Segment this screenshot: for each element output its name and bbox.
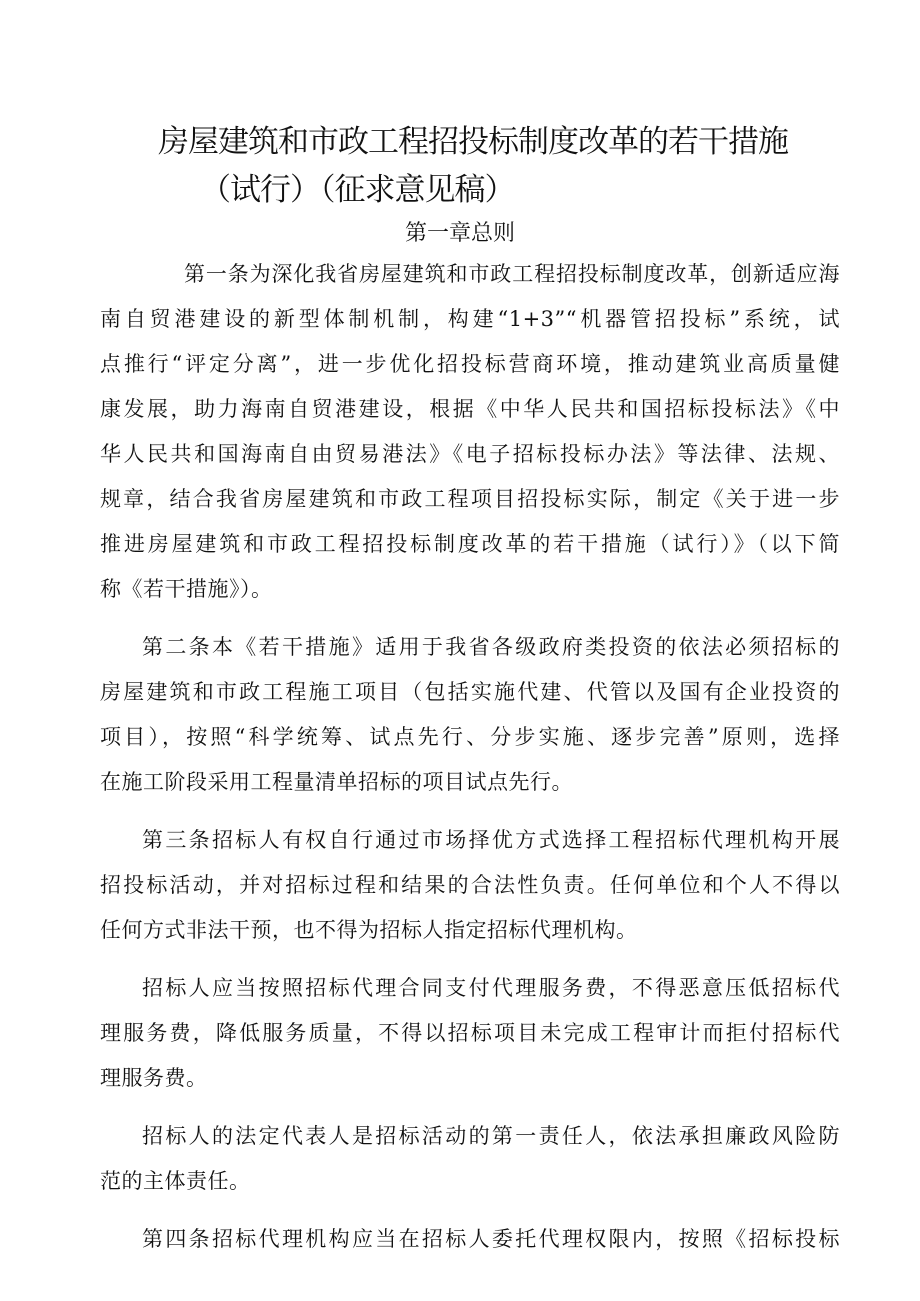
paragraph-line: 招标人应当按照招标代理合同支付代理服务费，不得恶意压低招标代 bbox=[142, 976, 840, 1000]
paragraph-line: 规章，结合我省房屋建筑和市政工程项目招投标实际，制定《关于进一步 bbox=[100, 487, 840, 511]
article-4-paragraph bbox=[100, 1217, 840, 1262]
paragraph-line: 华人民共和国海南自由贸易港法》《电子招标投标办法》等法律、法规、 bbox=[100, 442, 840, 466]
paragraph-line: 南自贸港建设的新型体制机制，构建“1+3”“机器管招投标”系统，试 bbox=[100, 307, 840, 331]
paragraph-line: 房屋建筑和市政工程施工项目（包括实施代建、代管以及国有企业投资的 bbox=[100, 680, 840, 704]
agency-fee-paragraph bbox=[100, 966, 840, 1101]
paragraph-line: 理服务费。 bbox=[100, 1066, 208, 1090]
paragraph-line: 推进房屋建筑和市政工程招投标制度改革的若干措施（试行）》（以下简 bbox=[100, 532, 840, 556]
paragraph-line: 第三条招标人有权自行通过市场择优方式选择工程招标代理机构开展 bbox=[142, 828, 840, 852]
document-body bbox=[100, 252, 840, 1275]
chapter-heading: 第一章总则 bbox=[404, 221, 515, 246]
paragraph-line: 在施工阶段采用工程量清单招标的项目试点先行。 bbox=[100, 770, 573, 794]
paragraph-line: 第二条本《若干措施》适用于我省各级政府类投资的依法必须招标的 bbox=[142, 635, 840, 659]
article-2-paragraph bbox=[100, 625, 840, 805]
article-1-paragraph bbox=[100, 252, 840, 612]
paragraph-line: 招投标活动，并对招标过程和结果的合法性负责。任何单位和个人不得以 bbox=[100, 873, 840, 897]
paragraph-line: 康发展，助力海南自贸港建设，根据《中华人民共和国招标投标法》《中 bbox=[100, 397, 840, 421]
paragraph-line: 理服务费，降低服务质量，不得以招标项目未完成工程审计而拒付招标代 bbox=[100, 1021, 840, 1045]
legal-representative-paragraph bbox=[100, 1114, 840, 1204]
paragraph-line: 项目），按照“科学统筹、试点先行、分步实施、逐步完善”原则，选择 bbox=[100, 725, 840, 749]
article-3-paragraph bbox=[100, 818, 840, 953]
document-title-line-2: （试行）（征求意见稿） bbox=[200, 172, 515, 208]
paragraph-line: 范的主体责任。 bbox=[100, 1169, 251, 1193]
document-title-line-1: 房屋建筑和市政工程招投标制度改革的若干措施 bbox=[158, 124, 788, 160]
paragraph-line: 招标人的法定代表人是招标活动的第一责任人，依法承担廉政风险防 bbox=[142, 1124, 840, 1148]
paragraph-line: 第四条招标代理机构应当在招标人委托代理权限内，按照《招标投标 bbox=[142, 1227, 840, 1251]
paragraph-line: 称《若干措施》）。 bbox=[100, 577, 273, 601]
paragraph-line: 任何方式非法干预，也不得为招标人指定招标代理机构。 bbox=[100, 918, 638, 942]
paragraph-line: 点推行“评定分离”，进一步优化招投标营商环境，推动建筑业高质量健 bbox=[100, 352, 840, 376]
paragraph-line: 第一条为深化我省房屋建筑和市政工程招投标制度改革，创新适应海 bbox=[184, 262, 840, 286]
